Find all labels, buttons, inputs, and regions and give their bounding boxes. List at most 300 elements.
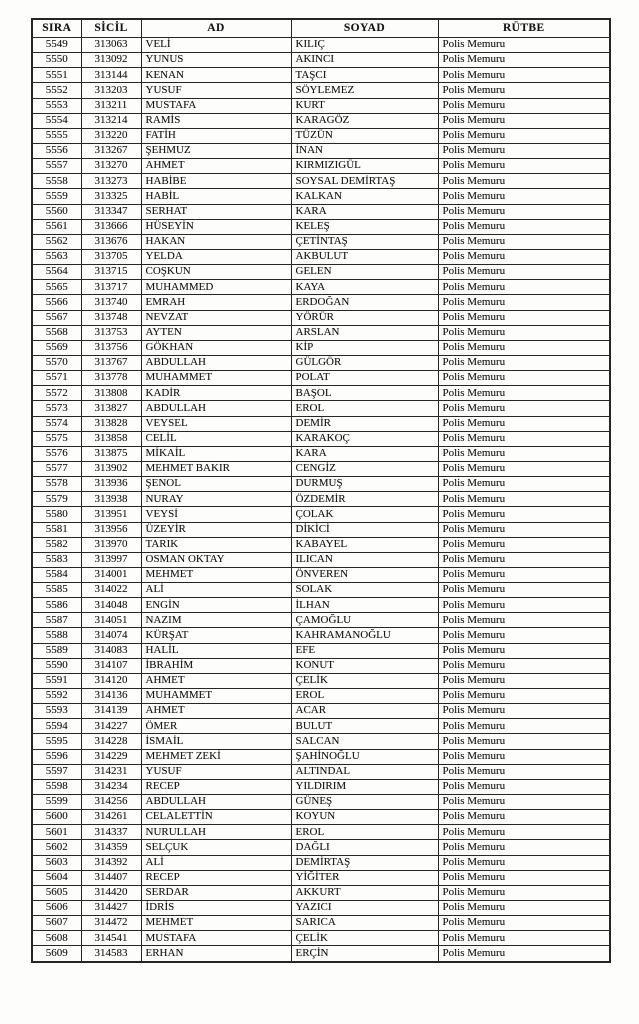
- cell-sira: 5601: [32, 825, 81, 840]
- cell-ad: HALİL: [141, 643, 291, 658]
- cell-sira: 5598: [32, 779, 81, 794]
- cell-soyad: EFE: [291, 643, 438, 658]
- cell-rutbe: Polis Memuru: [438, 386, 610, 401]
- cell-ad: HÜSEYİN: [141, 219, 291, 234]
- column-header-rutbe: RÜTBE: [438, 19, 610, 38]
- table-row: [32, 204, 610, 219]
- cell-sira: 5588: [32, 628, 81, 643]
- cell-ad: ŞEHMUZ: [141, 143, 291, 158]
- cell-rutbe: Polis Memuru: [438, 734, 610, 749]
- cell-sicil: 314001: [81, 567, 141, 582]
- cell-sira: 5575: [32, 431, 81, 446]
- cell-ad: MUHAMMET: [141, 689, 291, 704]
- table-row: [32, 280, 610, 295]
- cell-sicil: 313063: [81, 38, 141, 53]
- cell-sicil: 313666: [81, 219, 141, 234]
- cell-sicil: 314022: [81, 583, 141, 598]
- cell-ad: ENGİN: [141, 598, 291, 613]
- cell-sira: 5584: [32, 567, 81, 582]
- table-body: [32, 38, 610, 963]
- cell-sira: 5566: [32, 295, 81, 310]
- cell-sira: 5585: [32, 583, 81, 598]
- cell-sicil: 313951: [81, 507, 141, 522]
- cell-soyad: POLAT: [291, 371, 438, 386]
- cell-soyad: ŞAHİNOĞLU: [291, 749, 438, 764]
- cell-ad: ŞENOL: [141, 477, 291, 492]
- cell-soyad: KALKAN: [291, 189, 438, 204]
- cell-sira: 5591: [32, 673, 81, 688]
- cell-soyad: AKBULUT: [291, 249, 438, 264]
- cell-sicil: 314228: [81, 734, 141, 749]
- cell-ad: ERHAN: [141, 946, 291, 962]
- cell-sicil: 313267: [81, 143, 141, 158]
- table-row: [32, 83, 610, 98]
- cell-ad: AHMET: [141, 673, 291, 688]
- cell-soyad: KARAKOÇ: [291, 431, 438, 446]
- table-row: [32, 522, 610, 537]
- cell-sicil: 313970: [81, 537, 141, 552]
- cell-soyad: DEMİR: [291, 416, 438, 431]
- cell-rutbe: Polis Memuru: [438, 567, 610, 582]
- cell-soyad: KILIÇ: [291, 38, 438, 53]
- cell-rutbe: Polis Memuru: [438, 219, 610, 234]
- cell-soyad: CENGİZ: [291, 461, 438, 476]
- cell-rutbe: Polis Memuru: [438, 885, 610, 900]
- cell-ad: YUSUF: [141, 83, 291, 98]
- cell-ad: İDRİS: [141, 901, 291, 916]
- cell-rutbe: Polis Memuru: [438, 401, 610, 416]
- cell-sira: 5604: [32, 870, 81, 885]
- cell-soyad: ERÇİN: [291, 946, 438, 962]
- cell-ad: VELİ: [141, 38, 291, 53]
- cell-ad: ÜZEYİR: [141, 522, 291, 537]
- cell-sira: 5582: [32, 537, 81, 552]
- cell-rutbe: Polis Memuru: [438, 355, 610, 370]
- table-row: [32, 371, 610, 386]
- cell-ad: VEYSİ: [141, 507, 291, 522]
- cell-soyad: ÇELİK: [291, 673, 438, 688]
- table-row: [32, 431, 610, 446]
- cell-rutbe: Polis Memuru: [438, 492, 610, 507]
- cell-sira: 5595: [32, 734, 81, 749]
- cell-ad: MUHAMMET: [141, 371, 291, 386]
- cell-rutbe: Polis Memuru: [438, 295, 610, 310]
- cell-ad: MİKAİL: [141, 446, 291, 461]
- cell-sicil: 313997: [81, 552, 141, 567]
- cell-sira: 5577: [32, 461, 81, 476]
- cell-soyad: SOYSAL DEMİRTAŞ: [291, 174, 438, 189]
- table-row: [32, 401, 610, 416]
- cell-soyad: SALCAN: [291, 734, 438, 749]
- cell-sira: 5553: [32, 98, 81, 113]
- cell-rutbe: Polis Memuru: [438, 855, 610, 870]
- table-row: [32, 355, 610, 370]
- table-row: [32, 461, 610, 476]
- cell-sira: 5579: [32, 492, 81, 507]
- cell-ad: HAKAN: [141, 234, 291, 249]
- cell-sicil: 313347: [81, 204, 141, 219]
- cell-soyad: SARICA: [291, 916, 438, 931]
- table-row: [32, 885, 610, 900]
- cell-soyad: ÇELİK: [291, 931, 438, 946]
- table-row: [32, 673, 610, 688]
- cell-rutbe: Polis Memuru: [438, 764, 610, 779]
- cell-soyad: GELEN: [291, 265, 438, 280]
- table-row: [32, 734, 610, 749]
- cell-soyad: TÜZÜN: [291, 128, 438, 143]
- cell-soyad: TAŞCI: [291, 68, 438, 83]
- table-row: [32, 113, 610, 128]
- cell-rutbe: Polis Memuru: [438, 310, 610, 325]
- cell-rutbe: Polis Memuru: [438, 234, 610, 249]
- table-row: [32, 325, 610, 340]
- cell-rutbe: Polis Memuru: [438, 280, 610, 295]
- cell-sicil: 314227: [81, 719, 141, 734]
- table-row: [32, 719, 610, 734]
- cell-sira: 5573: [32, 401, 81, 416]
- cell-sira: 5589: [32, 643, 81, 658]
- table-row: [32, 265, 610, 280]
- table-row: [32, 795, 610, 810]
- table-row: [32, 174, 610, 189]
- cell-sicil: 313748: [81, 310, 141, 325]
- cell-ad: CELİL: [141, 431, 291, 446]
- cell-rutbe: Polis Memuru: [438, 416, 610, 431]
- table-row: [32, 446, 610, 461]
- cell-ad: ABDULLAH: [141, 355, 291, 370]
- cell-soyad: AKKURT: [291, 885, 438, 900]
- cell-rutbe: Polis Memuru: [438, 431, 610, 446]
- table-row: [32, 552, 610, 567]
- cell-sicil: 313220: [81, 128, 141, 143]
- table-row: [32, 295, 610, 310]
- cell-soyad: İLHAN: [291, 598, 438, 613]
- cell-ad: RECEP: [141, 870, 291, 885]
- cell-soyad: DAĞLI: [291, 840, 438, 855]
- table-row: [32, 128, 610, 143]
- cell-rutbe: Polis Memuru: [438, 537, 610, 552]
- cell-ad: NEVZAT: [141, 310, 291, 325]
- table-row: [32, 386, 610, 401]
- cell-sira: 5590: [32, 658, 81, 673]
- cell-rutbe: Polis Memuru: [438, 901, 610, 916]
- cell-sira: 5568: [32, 325, 81, 340]
- cell-rutbe: Polis Memuru: [438, 719, 610, 734]
- table-row: [32, 537, 610, 552]
- cell-soyad: ÖZDEMİR: [291, 492, 438, 507]
- cell-sicil: 313092: [81, 53, 141, 68]
- cell-soyad: GÜNEŞ: [291, 795, 438, 810]
- cell-sicil: 314337: [81, 825, 141, 840]
- cell-soyad: KAYA: [291, 280, 438, 295]
- cell-soyad: ILICAN: [291, 552, 438, 567]
- table-row: [32, 583, 610, 598]
- cell-sira: 5569: [32, 340, 81, 355]
- cell-ad: ALİ: [141, 583, 291, 598]
- cell-rutbe: Polis Memuru: [438, 946, 610, 962]
- cell-rutbe: Polis Memuru: [438, 189, 610, 204]
- cell-rutbe: Polis Memuru: [438, 68, 610, 83]
- table-row: [32, 219, 610, 234]
- cell-ad: MEHMET: [141, 567, 291, 582]
- cell-soyad: YİĞİTER: [291, 870, 438, 885]
- table-row: [32, 234, 610, 249]
- cell-ad: KÜRŞAT: [141, 628, 291, 643]
- cell-sicil: 314107: [81, 658, 141, 673]
- cell-sicil: 314407: [81, 870, 141, 885]
- cell-sira: 5554: [32, 113, 81, 128]
- cell-rutbe: Polis Memuru: [438, 658, 610, 673]
- cell-ad: NURULLAH: [141, 825, 291, 840]
- cell-sicil: 313144: [81, 68, 141, 83]
- cell-ad: İSMAİL: [141, 734, 291, 749]
- cell-sira: 5560: [32, 204, 81, 219]
- column-header-sicil: SİCİL: [81, 19, 141, 38]
- cell-ad: ALİ: [141, 855, 291, 870]
- cell-sicil: 313956: [81, 522, 141, 537]
- table-row: [32, 567, 610, 582]
- cell-soyad: KURT: [291, 98, 438, 113]
- cell-rutbe: Polis Memuru: [438, 916, 610, 931]
- cell-sicil: 314048: [81, 598, 141, 613]
- cell-ad: HABİL: [141, 189, 291, 204]
- table-row: [32, 477, 610, 492]
- cell-soyad: GÜLGÖR: [291, 355, 438, 370]
- cell-sira: 5565: [32, 280, 81, 295]
- cell-ad: YUSUF: [141, 764, 291, 779]
- cell-sicil: 313705: [81, 249, 141, 264]
- cell-rutbe: Polis Memuru: [438, 643, 610, 658]
- cell-soyad: SOLAK: [291, 583, 438, 598]
- cell-rutbe: Polis Memuru: [438, 446, 610, 461]
- cell-rutbe: Polis Memuru: [438, 552, 610, 567]
- column-header-soyad: SOYAD: [291, 19, 438, 38]
- cell-sira: 5576: [32, 446, 81, 461]
- cell-ad: YELDA: [141, 249, 291, 264]
- cell-sicil: 313715: [81, 265, 141, 280]
- cell-sira: 5587: [32, 613, 81, 628]
- cell-sicil: 314541: [81, 931, 141, 946]
- cell-sicil: 314420: [81, 885, 141, 900]
- cell-rutbe: Polis Memuru: [438, 265, 610, 280]
- table-row: [32, 764, 610, 779]
- cell-sicil: 313936: [81, 477, 141, 492]
- cell-rutbe: Polis Memuru: [438, 779, 610, 794]
- cell-rutbe: Polis Memuru: [438, 38, 610, 53]
- cell-rutbe: Polis Memuru: [438, 128, 610, 143]
- cell-sicil: 313676: [81, 234, 141, 249]
- cell-sira: 5597: [32, 764, 81, 779]
- cell-rutbe: Polis Memuru: [438, 870, 610, 885]
- table-row: [32, 840, 610, 855]
- cell-sicil: 313858: [81, 431, 141, 446]
- table-row: [32, 916, 610, 931]
- cell-rutbe: Polis Memuru: [438, 249, 610, 264]
- cell-soyad: KIRMIZIGÜL: [291, 159, 438, 174]
- cell-rutbe: Polis Memuru: [438, 53, 610, 68]
- cell-rutbe: Polis Memuru: [438, 704, 610, 719]
- cell-sira: 5606: [32, 901, 81, 916]
- cell-sicil: 313756: [81, 340, 141, 355]
- cell-rutbe: Polis Memuru: [438, 749, 610, 764]
- cell-sira: 5555: [32, 128, 81, 143]
- table-row: [32, 143, 610, 158]
- cell-rutbe: Polis Memuru: [438, 507, 610, 522]
- cell-sicil: 313827: [81, 401, 141, 416]
- cell-ad: SERHAT: [141, 204, 291, 219]
- cell-sicil: 314136: [81, 689, 141, 704]
- cell-sira: 5603: [32, 855, 81, 870]
- cell-ad: TARIK: [141, 537, 291, 552]
- table-row: [32, 507, 610, 522]
- cell-sicil: 313902: [81, 461, 141, 476]
- column-header-sira: SIRA: [32, 19, 81, 38]
- cell-sicil: 313778: [81, 371, 141, 386]
- table-row: [32, 249, 610, 264]
- table-row: [32, 855, 610, 870]
- cell-soyad: ÖNVEREN: [291, 567, 438, 582]
- table-row: [32, 658, 610, 673]
- cell-soyad: YILDIRIM: [291, 779, 438, 794]
- cell-rutbe: Polis Memuru: [438, 613, 610, 628]
- cell-sira: 5564: [32, 265, 81, 280]
- cell-rutbe: Polis Memuru: [438, 113, 610, 128]
- table-row: [32, 159, 610, 174]
- cell-ad: MUSTAFA: [141, 98, 291, 113]
- cell-sira: 5581: [32, 522, 81, 537]
- cell-soyad: KOYUN: [291, 810, 438, 825]
- cell-sicil: 313740: [81, 295, 141, 310]
- cell-sira: 5574: [32, 416, 81, 431]
- cell-soyad: KAHRAMANOĞLU: [291, 628, 438, 643]
- table-row: [32, 98, 610, 113]
- personnel-table: [31, 18, 611, 963]
- cell-soyad: ÇETİNTAŞ: [291, 234, 438, 249]
- cell-soyad: EROL: [291, 689, 438, 704]
- cell-rutbe: Polis Memuru: [438, 340, 610, 355]
- cell-ad: ABDULLAH: [141, 401, 291, 416]
- cell-sicil: 313753: [81, 325, 141, 340]
- cell-sicil: 314427: [81, 901, 141, 916]
- cell-ad: ÖMER: [141, 719, 291, 734]
- cell-ad: NAZIM: [141, 613, 291, 628]
- cell-soyad: AKINCI: [291, 53, 438, 68]
- cell-sira: 5551: [32, 68, 81, 83]
- cell-sira: 5567: [32, 310, 81, 325]
- cell-sicil: 313828: [81, 416, 141, 431]
- cell-sicil: 314234: [81, 779, 141, 794]
- cell-soyad: KİP: [291, 340, 438, 355]
- cell-sira: 5552: [32, 83, 81, 98]
- cell-soyad: EROL: [291, 401, 438, 416]
- cell-soyad: KARAGÖZ: [291, 113, 438, 128]
- cell-rutbe: Polis Memuru: [438, 825, 610, 840]
- cell-rutbe: Polis Memuru: [438, 931, 610, 946]
- table-row: [32, 901, 610, 916]
- cell-ad: AHMET: [141, 159, 291, 174]
- cell-ad: CELALETTİN: [141, 810, 291, 825]
- cell-ad: OSMAN OKTAY: [141, 552, 291, 567]
- table-row: [32, 870, 610, 885]
- cell-sicil: 314083: [81, 643, 141, 658]
- cell-sicil: 314120: [81, 673, 141, 688]
- cell-rutbe: Polis Memuru: [438, 174, 610, 189]
- table-row: [32, 825, 610, 840]
- cell-sira: 5571: [32, 371, 81, 386]
- cell-ad: HABİBE: [141, 174, 291, 189]
- cell-rutbe: Polis Memuru: [438, 810, 610, 825]
- column-header-ad: AD: [141, 19, 291, 38]
- table-row: [32, 492, 610, 507]
- cell-soyad: İNAN: [291, 143, 438, 158]
- table-row: [32, 749, 610, 764]
- cell-soyad: DEMİRTAŞ: [291, 855, 438, 870]
- cell-sira: 5558: [32, 174, 81, 189]
- cell-sira: 5549: [32, 38, 81, 53]
- table-row: [32, 689, 610, 704]
- cell-sicil: 314051: [81, 613, 141, 628]
- table-row: [32, 613, 610, 628]
- cell-rutbe: Polis Memuru: [438, 159, 610, 174]
- cell-sira: 5580: [32, 507, 81, 522]
- cell-sicil: 314139: [81, 704, 141, 719]
- cell-ad: İBRAHİM: [141, 658, 291, 673]
- table-row: [32, 416, 610, 431]
- cell-ad: MUHAMMED: [141, 280, 291, 295]
- cell-sira: 5550: [32, 53, 81, 68]
- table-row: [32, 38, 610, 53]
- cell-soyad: KONUT: [291, 658, 438, 673]
- cell-soyad: YAZICI: [291, 901, 438, 916]
- table-header-row: [32, 19, 610, 38]
- table-row: [32, 810, 610, 825]
- cell-soyad: BULUT: [291, 719, 438, 734]
- table-row: [32, 310, 610, 325]
- cell-soyad: DURMUŞ: [291, 477, 438, 492]
- cell-rutbe: Polis Memuru: [438, 461, 610, 476]
- cell-sicil: 313214: [81, 113, 141, 128]
- cell-sira: 5563: [32, 249, 81, 264]
- cell-soyad: DİKİCİ: [291, 522, 438, 537]
- table-row: [32, 643, 610, 658]
- cell-ad: RECEP: [141, 779, 291, 794]
- cell-sira: 5562: [32, 234, 81, 249]
- cell-sira: 5583: [32, 552, 81, 567]
- cell-ad: MEHMET: [141, 916, 291, 931]
- cell-sira: 5609: [32, 946, 81, 962]
- cell-soyad: ACAR: [291, 704, 438, 719]
- cell-sicil: 314359: [81, 840, 141, 855]
- cell-sira: 5570: [32, 355, 81, 370]
- cell-sira: 5559: [32, 189, 81, 204]
- table-row: [32, 189, 610, 204]
- cell-sicil: 313808: [81, 386, 141, 401]
- cell-sira: 5608: [32, 931, 81, 946]
- cell-ad: COŞKUN: [141, 265, 291, 280]
- cell-sicil: 313203: [81, 83, 141, 98]
- cell-sira: 5599: [32, 795, 81, 810]
- cell-soyad: SÖYLEMEZ: [291, 83, 438, 98]
- cell-ad: KENAN: [141, 68, 291, 83]
- cell-rutbe: Polis Memuru: [438, 689, 610, 704]
- cell-sira: 5586: [32, 598, 81, 613]
- cell-ad: ABDULLAH: [141, 795, 291, 810]
- cell-ad: EMRAH: [141, 295, 291, 310]
- cell-sira: 5594: [32, 719, 81, 734]
- cell-rutbe: Polis Memuru: [438, 371, 610, 386]
- cell-ad: MUSTAFA: [141, 931, 291, 946]
- table-row: [32, 598, 610, 613]
